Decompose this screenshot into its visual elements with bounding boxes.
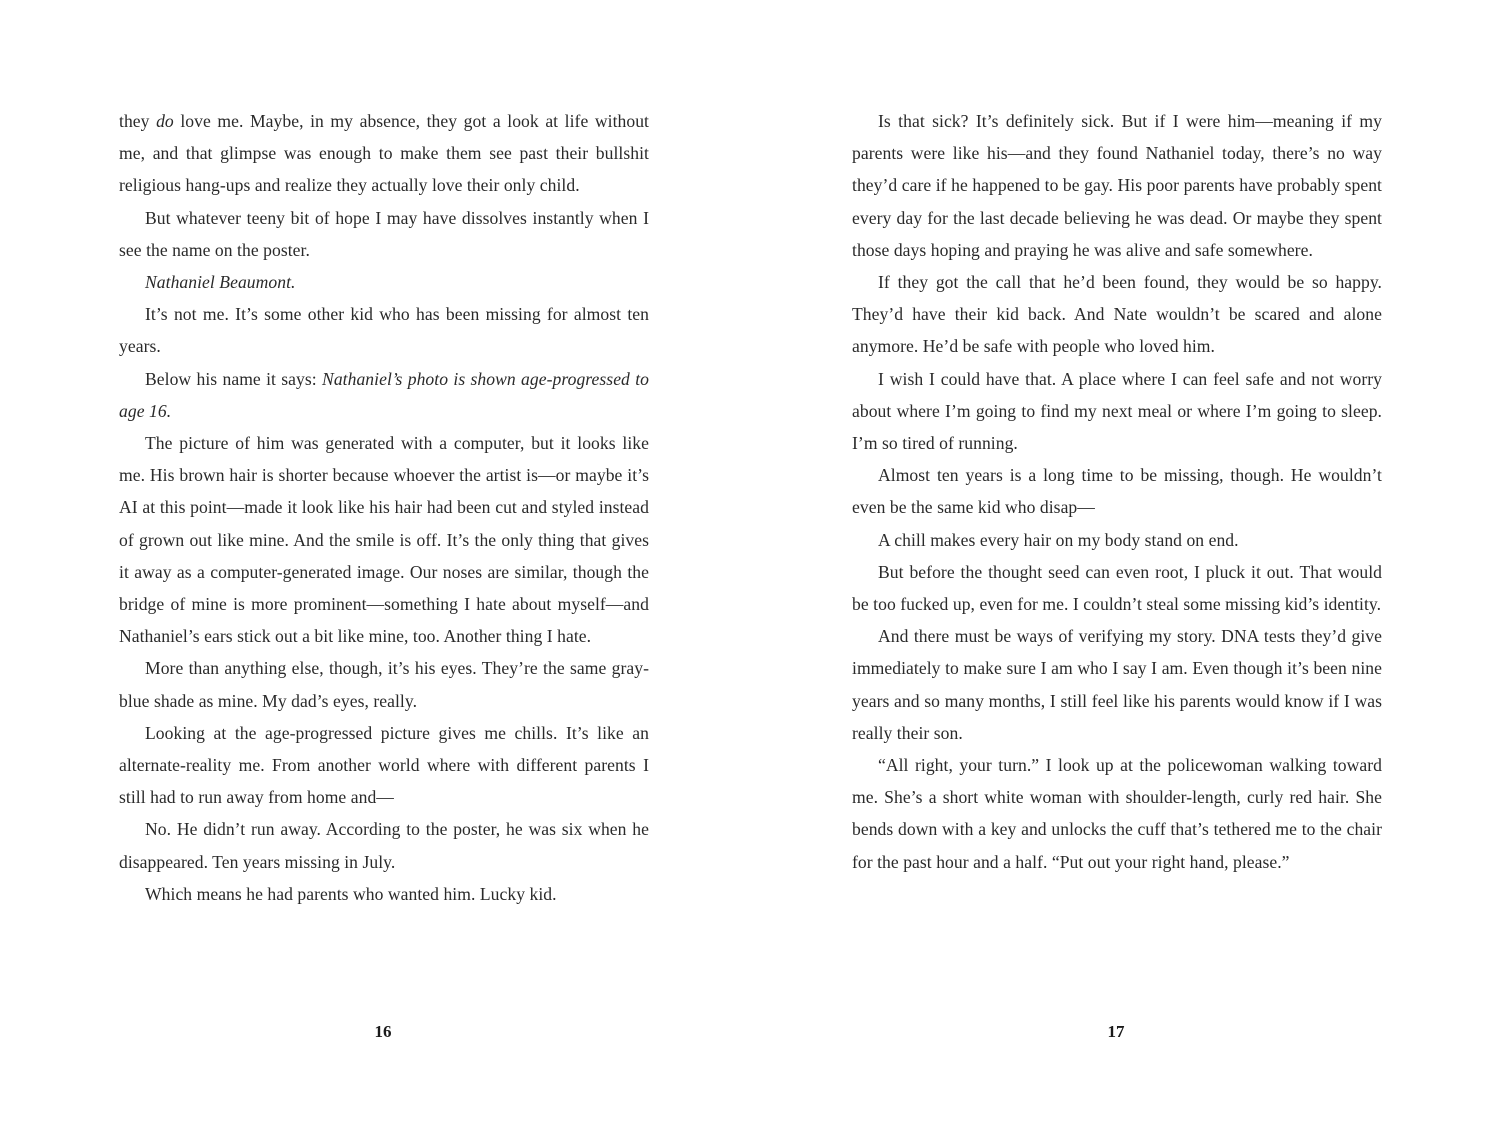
text-run: A chill makes every hair on my body stand on end. (878, 529, 1239, 550)
text-run: If they got the call that he’d been found, they would be so happy. They’d have their kid back. And Nate wouldn’t be scared and alone anymore. He’d be safe with people who loved him. (852, 272, 1382, 357)
italic-text-run: Nathaniel’s photo is shown age-progressed to age 16. (119, 368, 649, 421)
paragraph (119, 202, 649, 266)
text-run: More than anything else, though, it’s his eyes. They’re the same gray-blue shade as mine. My dad’s eyes, really. (119, 658, 649, 711)
paragraph (119, 427, 649, 652)
paragraph (119, 813, 649, 877)
text-run: But whatever teeny bit of hope I may have dissolves instantly when I see the name on the poster. (119, 207, 649, 260)
paragraph (119, 105, 649, 202)
paragraph (852, 105, 1382, 266)
paragraph (852, 524, 1382, 556)
paragraph (119, 266, 649, 298)
text-run: But before the thought seed can even root, I pluck it out. That would be too fucked up, even for me. I couldn’t steal some missing kid’s identity. (852, 561, 1382, 615)
text-run: Almost ten years is a long time to be missing, though. He wouldn’t even be the same kid who disap— (852, 465, 1382, 518)
left-page (119, 105, 649, 985)
text-run: love me. Maybe, in my absence, they got a look at life without me, and that glimpse was enough to make them see past their bullshit religious hang-ups and realize they actually love their only child. (119, 111, 649, 196)
text-run: And there must be ways of verifying my story. DNA tests they’d give immediately to make sure I am who I say I am. Even though it’s been nine years and so many months, I still feel like his parents would know if I was really their son. (852, 626, 1382, 743)
italic-text-run: Nathaniel Beaumont. (145, 272, 296, 293)
text-run: they (119, 111, 157, 131)
text-run: Is that sick? It’s definitely sick. But if I were him—meaning if my parents were like his—and they found Nathaniel today, there’s no way they’d care if he happened to be gay. His poor parents have probably spent every day for the last decade believing he was dead. Or maybe they spent those days hoping and praying he was alive and safe somewhere. (852, 111, 1382, 260)
text-run: Which means he had parents who wanted him. Lucky kid. (145, 883, 557, 904)
paragraph (119, 878, 649, 910)
paragraph (119, 717, 649, 814)
paragraph (119, 298, 649, 362)
page-number-right: 17 (1107, 1022, 1125, 1041)
text-run: No. He didn’t run away. According to the poster, he was six when he disappeared. Ten years missing in July. (119, 819, 649, 872)
italic-text-run: do (156, 111, 174, 131)
text-run: Below his name it says: (145, 368, 323, 389)
paragraph (119, 652, 649, 716)
page-number-left: 16 (374, 1022, 392, 1041)
text-run: The picture of him was generated with a computer, but it looks like me. His brown hair is shorter because whoever the artist is—or maybe it’s AI at this point—made it look like his hair had been cut and styled instead of grown out like mine. And the smile is off. It’s the only thing that gives it away as a computer-generated image. Our noses are similar, though the bridge of mine is more prominent—something I hate about myself—and Nathaniel’s ears stick out a bit like mine, too. Another thing I hate. (119, 433, 649, 647)
paragraph (852, 620, 1382, 749)
paragraph (119, 363, 649, 427)
text-run: I wish I could have that. A place where I can feel safe and not worry about where I’m going to find my next meal or where I’m going to sleep. I’m so tired of running. (852, 368, 1382, 454)
paragraph (852, 363, 1382, 460)
left-page-text (119, 105, 649, 910)
text-run: Looking at the age-progressed picture gives me chills. It’s like an alternate-reality me. From another world where with different parents I still had to run away from home and— (119, 722, 649, 808)
paragraph (852, 556, 1382, 620)
text-run: It’s not me. It’s some other kid who has been missing for almost ten years. (119, 304, 649, 357)
paragraph (852, 266, 1382, 363)
paragraph (852, 459, 1382, 523)
right-page-text (852, 105, 1382, 878)
text-run: “All right, your turn.” I look up at the policewoman walking toward me. She’s a short white woman with shoulder-length, curly red hair. She bends down with a key and unlocks the cuff that’s tethered me to the chair for the past hour and a half. “Put out your right hand, please.” (852, 755, 1382, 872)
right-page (852, 105, 1382, 985)
paragraph (852, 749, 1382, 878)
